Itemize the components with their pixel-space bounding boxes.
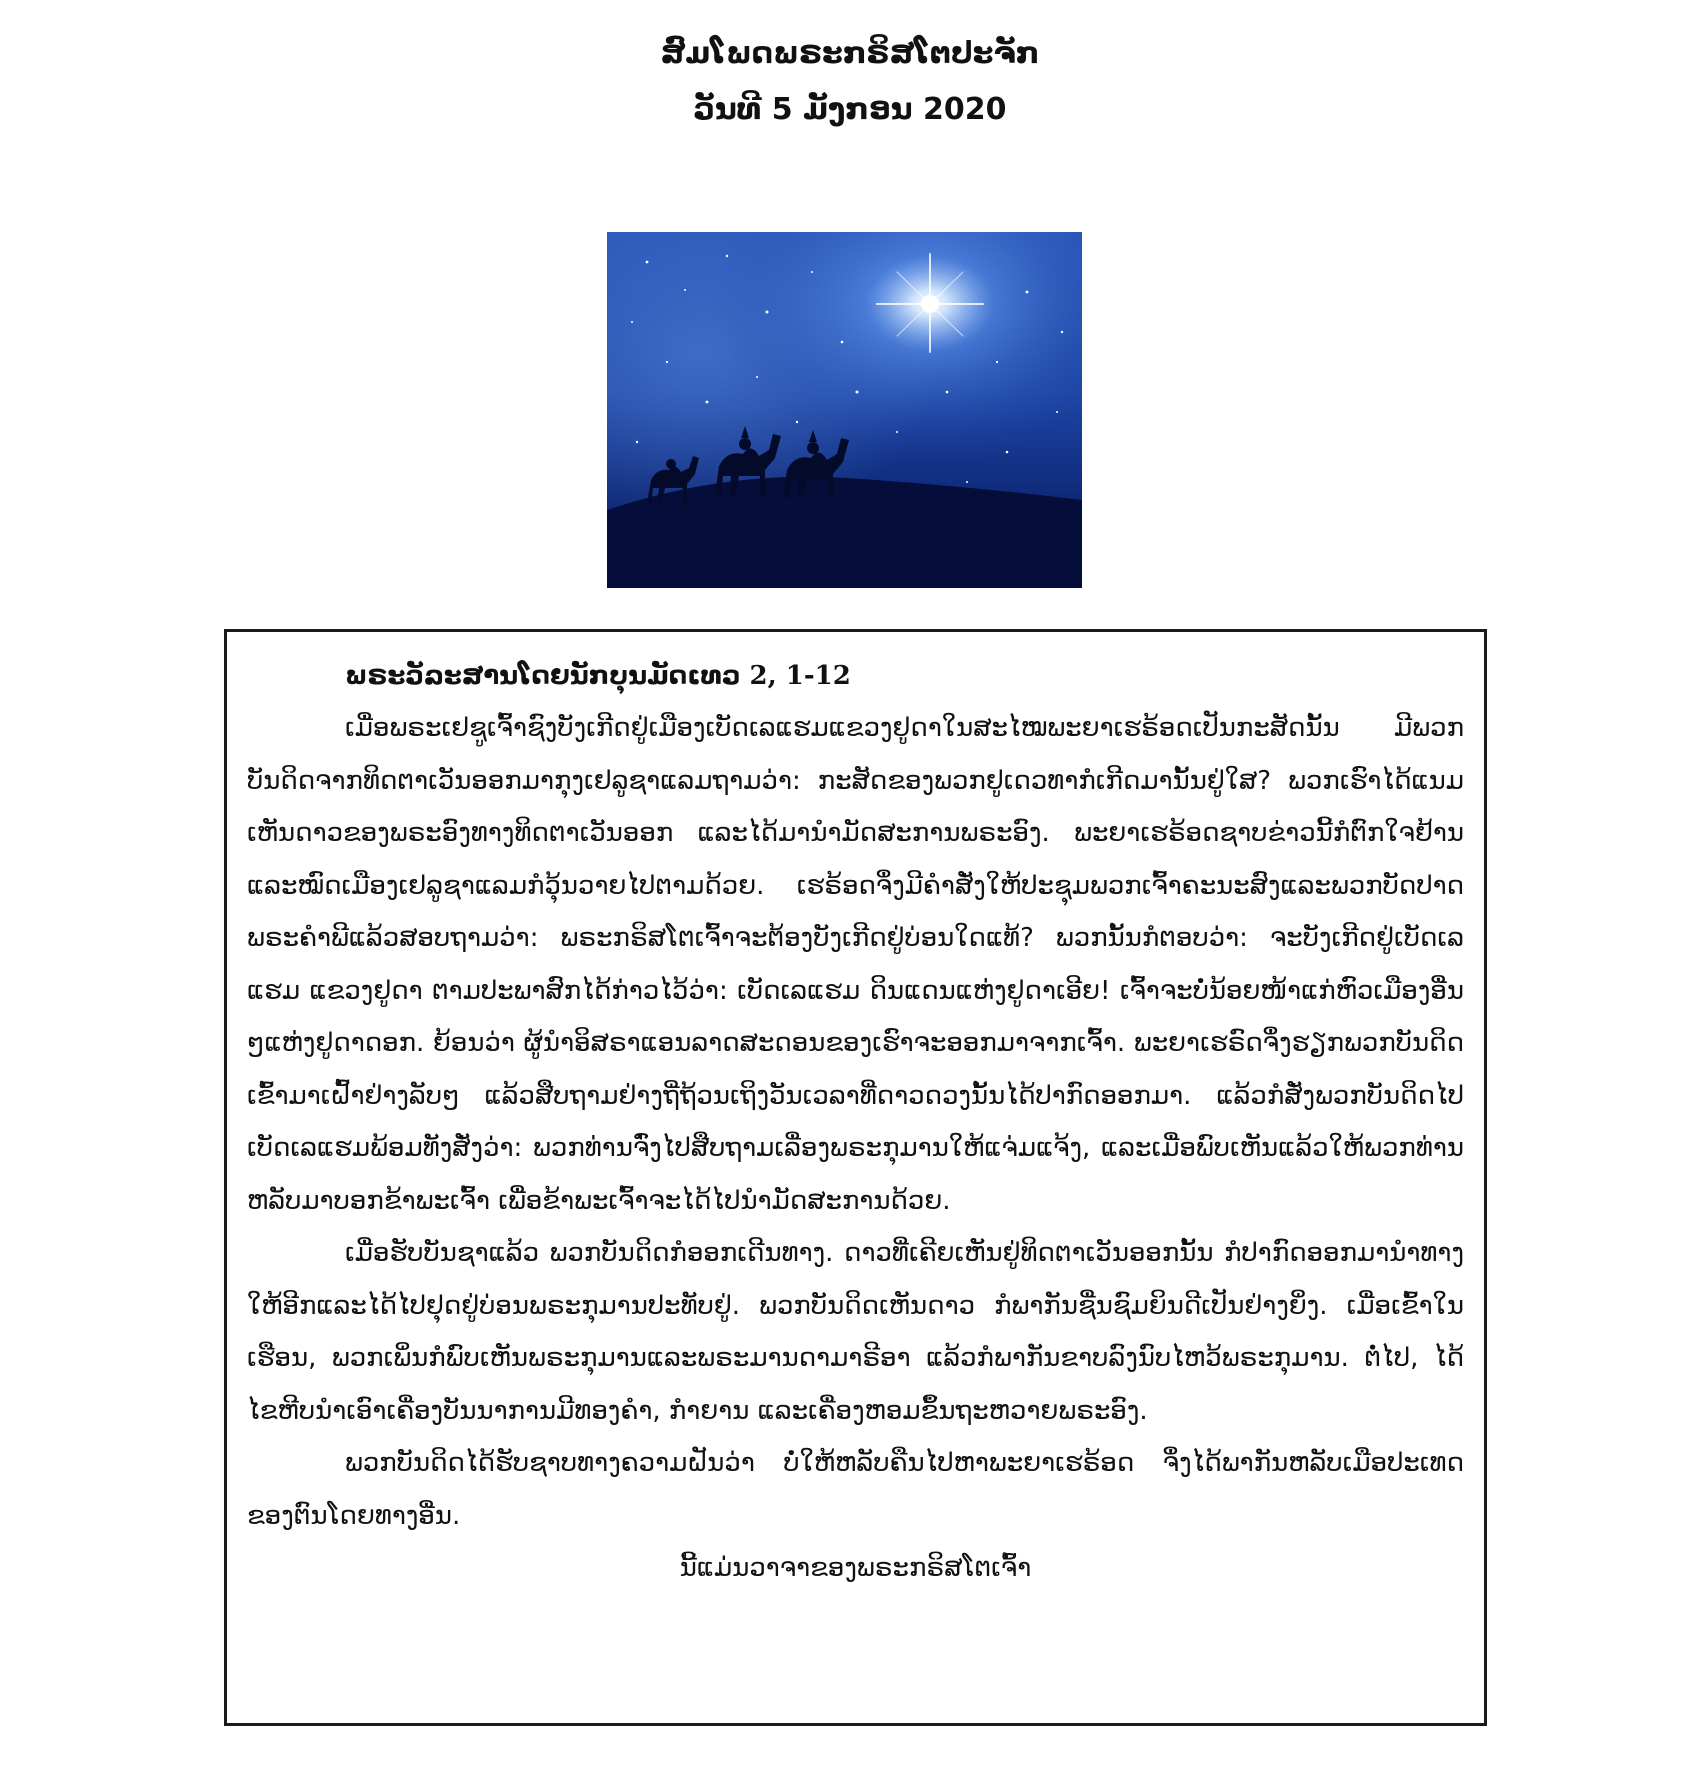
reading-paragraph: ເມື່ອພຣະເຢຊູເຈົ້າຊົງບັງເກີດຢູ່ເມືອງເບັດເລແຮມແຂວງຢູດາໃນສະໄໝພະຍາເຮຣ້ອດເປັນກະສັດນັ້ນ ມີພວກບັນດິດຈາກທິດຕາເວັນອອກມາກຸງເຢລູຊາແລມຖາມວ່າ: ກະສັດຂອງພວກຢູເດວທາກໍເກີດມານັ້ນຢູ່ໃສ? ພວກເຮົາໄດ້ແນມເຫັນດາວຂອງພຣະອົງທາງທິດຕາເວັນອອກ ແລະໄດ້ມານໍາມັດສະການພຣະອົງ. ພະຍາເຮຣ້ອດຊາບຂ່າວນີ້ກໍຕົກໃຈຢ້ານ ແລະໝົດເມືອງເຢລູຊາແລມກໍວຸ້ນວາຍໄປຕາມດ້ວຍ. ເຮຣ້ອດຈຶ່ງມີຄໍາສັ່ງໃຫ້ປະຊຸມພວກເຈົ້າຄະນະສົງແລະພວກບັດປາດພຣະຄໍາພີແລ້ວສອບຖາມວ່າ: ພຣະກຣິສໂຕເຈົ້າຈະຕ້ອງບັງເກີດຢູ່ບ່ອນໃດແທ້? ພວກນັ້ນກໍຕອບວ່າ: ຈະບັງເກີດຢູ່ເບັດເລແຮມ ແຂວງຢູດາ ຕາມປະພາສົກໄດ້ກ່າວໄວ້ວ່າ: ເບັດເລແຮມ ດິນແດນແຫ່ງຢູດາເອີຍ! ເຈົ້າຈະບໍ່ນ້ອຍໜ້າແກ່ຫົວເມືອງອື່ນໆແຫ່ງຢູດາດອກ. ຍ້ອນວ່າ ຜູ້ນໍາອິສຣາແອນລາດສະດອນຂອງເຮົາຈະອອກມາຈາກເຈົ້າ. ພະຍາເຮຣົດຈຶ່ງຮຽກພວກບັນດິດເຂົ້າມາເຝົ້າຢ່າງລັບໆ ແລ້ວສືບຖາມຢ່າງຖີ່ຖ້ວນເຖິງວັນເວລາທີ່ດາວດວງນັ້ນໄດ້ປາກົດອອກມາ. ແລ້ວກໍສັ່ງພວກບັນດິດໄປເບັດເລແຮມພ້ອມທັງສັ່ງວ່າ: ພວກທ່ານຈົ່ງໄປສືບຖາມເລື່ອງພຣະກຸມານໃຫ້ແຈ່ມແຈ້ງ, ແລະເມື່ອພົບເຫັນແລ້ວໃຫ້ພວກທ່ານຫລັບມາບອກຂ້າພະເຈົ້າ ເພື່ອຂ້າພະເຈົ້າຈະໄດ້ໄປນໍາມັດສະການດ້ວຍ.	[247, 713, 1464, 1216]
reading-heading	[247, 654, 1464, 698]
reading-reference: 2, 1-12	[749, 661, 851, 691]
reading-box	[224, 629, 1487, 1726]
page-header	[0, 26, 1700, 138]
page-date: ວັນທີ 5 ມັງກອນ 2020	[693, 92, 1007, 127]
reading-paragraph: ເມື່ອຮັບບັນຊາແລ້ວ ພວກບັນດິດກໍອອກເດີນທາງ. ດາວທີ່ເຄີຍເຫັນຢູ່ທິດຕາເວັນອອກນັ້ນ ກໍປາກົດອອກມານໍາທາງໃຫ້ອີກແລະໄດ້ໄປຢຸດຢູ່ບ່ອນພຣະກຸມານປະທັບຢູ່. ພວກບັນດິດເຫັນດາວ ກໍພາກັນຊື່ນຊົມຍິນດີເປັນຢ່າງຍິ່ງ. ເມື່ອເຂົ້າໃນເຮືອນ, ພວກເພິ່ນກໍພົບເຫັນພຣະກຸມານແລະພຣະມານດາມາຣີອາ ແລ້ວກໍພາກັນຂາບລົງນົບໄຫວ້ພຣະກຸມານ. ຕໍ່ໄປ, ໄດ້ໄຂຫີບນໍາເອົາເຄື່ອງບັນນາການມີທອງຄໍາ, ກໍາຍານ ແລະເຄື່ອງຫອມຂຶ້ນຖະຫວາຍພຣະອົງ.	[247, 1238, 1464, 1426]
reading-title: ພຣະວັລະສານໂດຍນັກບຸນມັດເທວ	[345, 661, 741, 691]
star-night-camels-image	[607, 232, 1082, 588]
reading-paragraph: ພວກບັນດິດໄດ້ຮັບຊາບທາງຄວາມຝັນວ່າ ບໍ່ໃຫ້ຫລັບຄືນໄປຫາພະຍາເຮຣ້ອດ ຈຶ່ງໄດ້ພາກັນຫລັບເມືອປະເທດຂອງຕົນໂດຍທາງອື່ນ.	[247, 1448, 1464, 1531]
page-title: ສົມໂພດພຣະກຣິສໂຕປະຈັກ	[660, 36, 1040, 71]
reading-closing: ນີ້ແມ່ນວາຈາຂອງພຣະກຣິສໂຕເຈົ້າ	[679, 1553, 1032, 1583]
